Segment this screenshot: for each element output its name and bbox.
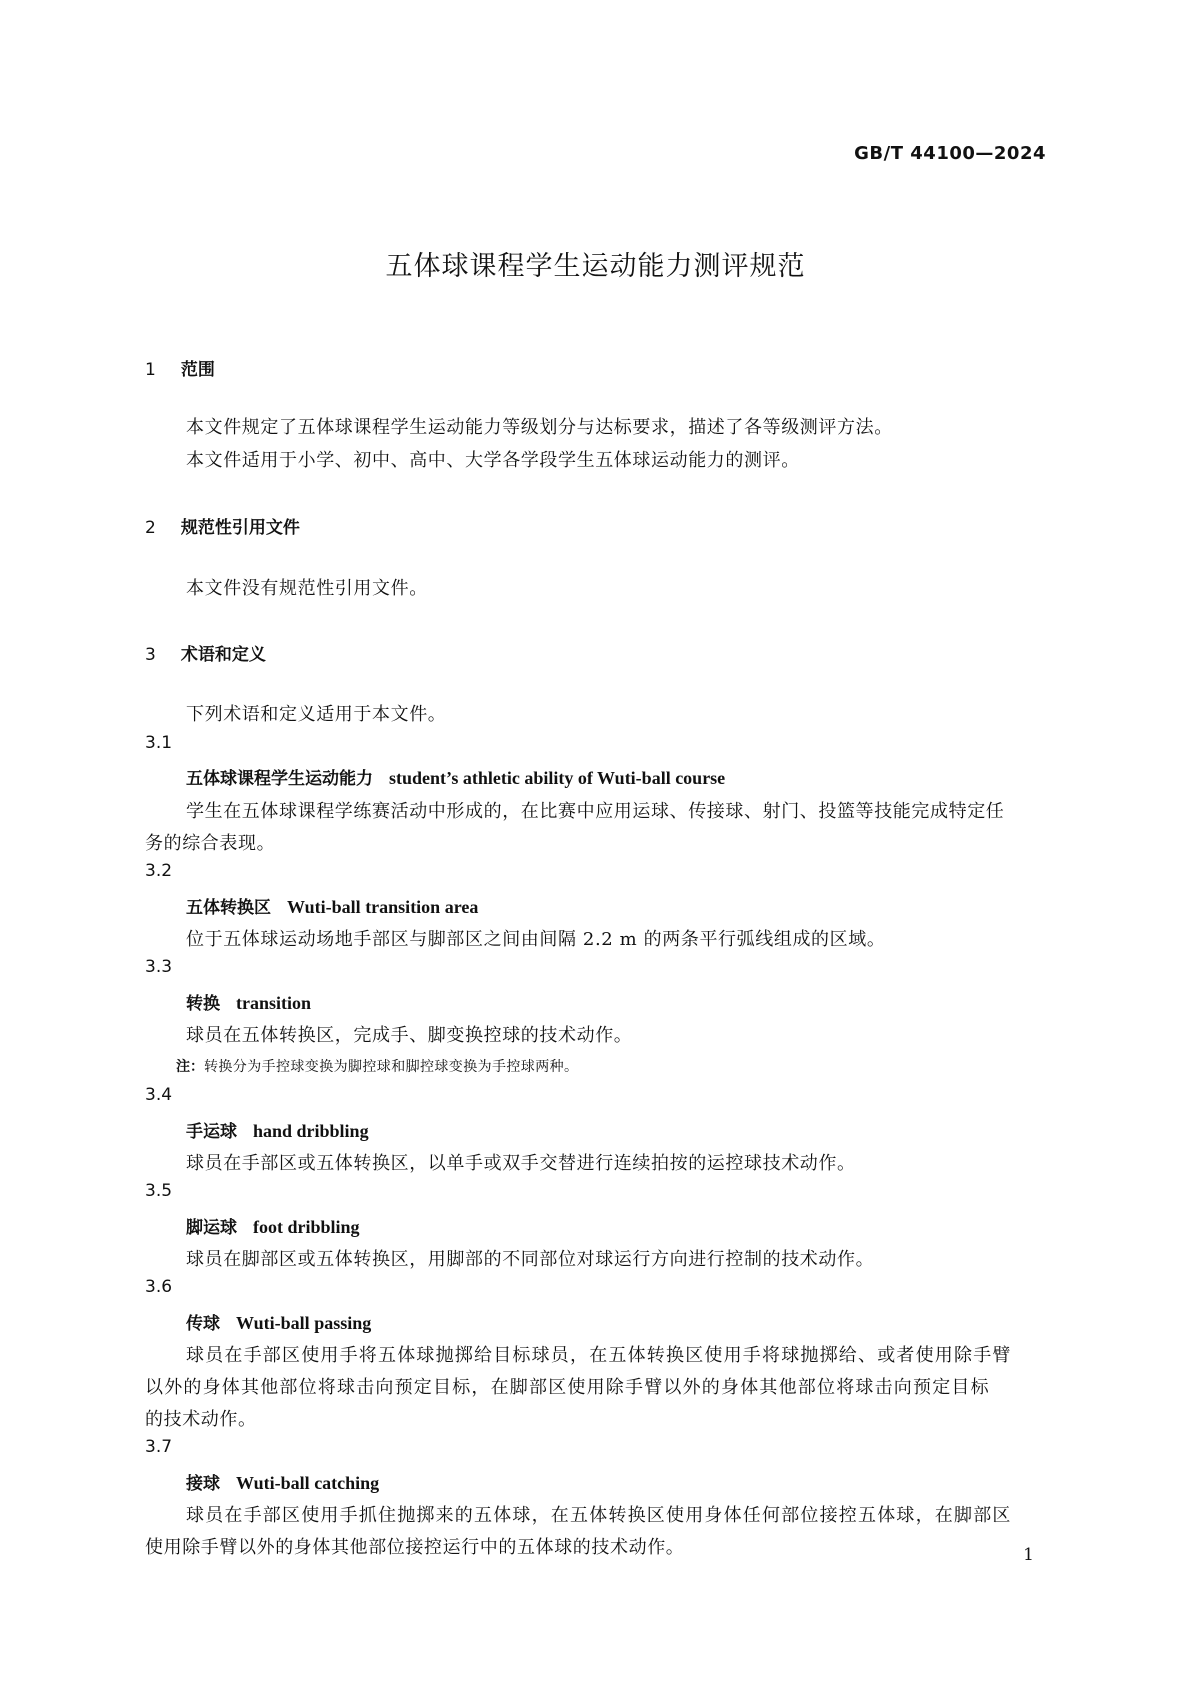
- clause-number: 3.3: [145, 957, 173, 977]
- section-title: 术语和定义: [180, 645, 266, 665]
- term-heading: [186, 1309, 371, 1334]
- term-english: student’s athletic ability of Wuti-ball course: [389, 768, 726, 788]
- term-chinese: 手运球: [186, 1122, 237, 1142]
- section-number: 2: [145, 518, 156, 538]
- paragraph: 下列术语和定义适用于本文件。: [186, 704, 447, 725]
- note-text: 转换分为手控球变换为脚控球和脚控球变换为手控球两种。: [204, 1059, 579, 1075]
- term-chinese: 脚运球: [186, 1218, 237, 1238]
- section-title: 范围: [180, 360, 215, 380]
- definition-line: 球员在手部区使用手抓住抛掷来的五体球，在五体转换区使用身体任何部位接控五体球，在脚部区: [186, 1505, 1012, 1526]
- term-chinese: 五体球课程学生运动能力: [186, 769, 373, 789]
- definition-line: 学生在五体球课程学练赛活动中形成的，在比赛中应用运球、传接球、射门、投篮等技能完成特定任: [186, 801, 1005, 822]
- definition-line: 位于五体球运动场地手部区与脚部区之间由间隔 2.2 m 的两条平行弧线组成的区域。: [186, 929, 886, 950]
- term-english: transition: [236, 993, 312, 1013]
- clause-number: 3.6: [145, 1277, 173, 1297]
- term-english: foot dribbling: [253, 1217, 360, 1237]
- definition-line: 球员在手部区使用手将五体球抛掷给目标球员，在五体转换区使用手将球抛掷给、或者使用除手臂: [186, 1345, 1012, 1366]
- term-heading: [186, 893, 478, 918]
- paragraph: 本文件没有规范性引用文件。: [186, 578, 428, 599]
- definition-line: 使用除手臂以外的身体其他部位接控运行中的五体球的技术动作。: [145, 1537, 685, 1558]
- paragraph: 本文件规定了五体球课程学生运动能力等级划分与达标要求，描述了各等级测评方法。: [186, 417, 893, 438]
- standard-code: GB/T 44100—2024: [854, 143, 1046, 164]
- section-number: 1: [145, 360, 156, 380]
- definition-line: 球员在五体转换区，完成手、脚变换控球的技术动作。: [186, 1025, 633, 1046]
- clause-number: 3.4: [145, 1085, 173, 1105]
- term-english: Wuti-ball catching: [236, 1473, 380, 1493]
- term-chinese: 转换: [186, 994, 220, 1014]
- term-heading: [186, 1469, 379, 1494]
- term-heading: [186, 764, 725, 789]
- paragraph: 本文件适用于小学、初中、高中、大学各学段学生五体球运动能力的测评。: [186, 450, 800, 471]
- definition-line: 球员在手部区或五体转换区，以单手或双手交替进行连续拍按的运控球技术动作。: [186, 1153, 856, 1174]
- definition-line: 务的综合表现。: [145, 833, 276, 854]
- clause-number: 3.2: [145, 861, 173, 881]
- section-heading-scope: [145, 355, 215, 380]
- document-title: 五体球课程学生运动能力测评规范: [385, 251, 806, 282]
- section-heading-normative-references: [145, 513, 300, 538]
- note: [176, 1056, 578, 1076]
- term-chinese: 五体转换区: [186, 898, 271, 918]
- term-heading: [186, 1213, 360, 1238]
- term-english: Wuti-ball passing: [236, 1313, 372, 1333]
- note-label: 注：: [176, 1059, 204, 1075]
- page-number: 1: [1023, 1545, 1034, 1565]
- term-heading: [186, 1117, 369, 1142]
- clause-number: 3.5: [145, 1181, 173, 1201]
- clause-number: 3.7: [145, 1437, 173, 1457]
- term-english: hand dribbling: [253, 1121, 369, 1141]
- section-title: 规范性引用文件: [180, 518, 300, 538]
- term-english: Wuti-ball transition area: [287, 897, 479, 917]
- term-chinese: 传球: [186, 1314, 220, 1334]
- definition-line: 以外的身体其他部位将球击向预定目标，在脚部区使用除手臂以外的身体其他部位将球击向预定目标: [145, 1377, 990, 1398]
- term-chinese: 接球: [186, 1474, 220, 1494]
- section-number: 3: [145, 645, 156, 665]
- section-heading-terms: [145, 640, 266, 665]
- definition-line: 球员在脚部区或五体转换区，用脚部的不同部位对球运行方向进行控制的技术动作。: [186, 1249, 875, 1270]
- definition-line: 的技术动作。: [145, 1409, 257, 1430]
- term-heading: [186, 989, 311, 1014]
- clause-number: 3.1: [145, 733, 173, 753]
